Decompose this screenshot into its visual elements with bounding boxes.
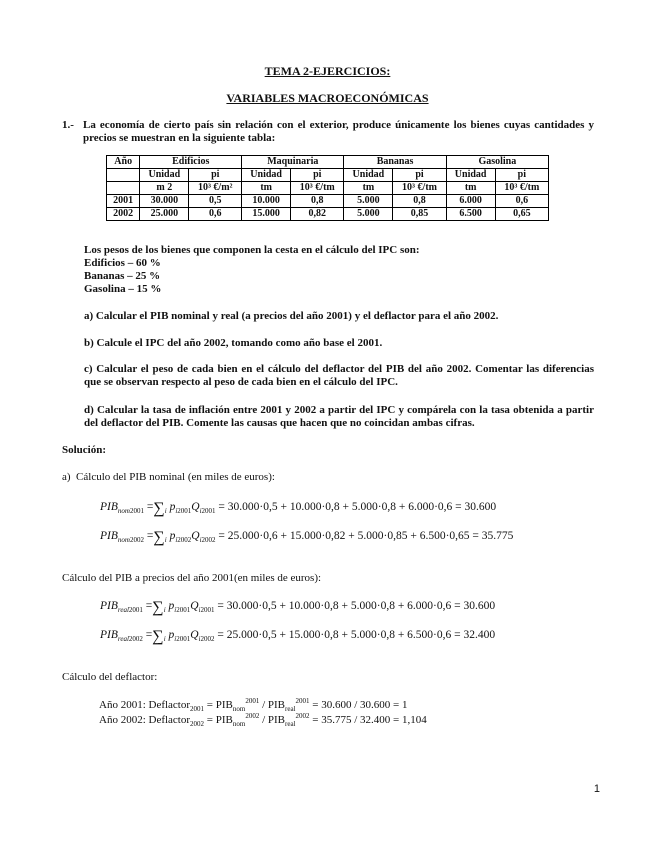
solution-a-label: a) [62,471,71,483]
table-cell: pi [189,169,242,182]
question-c: c) Calcular el peso de cada bien en el cálculo del deflactor del PIB del año 2002. Comentar las diferencias que se observan respecto al peso de cada bien en el cálculo del IPC. [84,363,594,388]
formula-rhs: = 25.000·0,6 + 15.000·0,82 + 5.000·0,85 + 6.500·0,65 = 35.775 [218,530,514,542]
title-tema: TEMA 2-EJERCICIOS: [264,64,391,78]
problem-text: La economía de cierto país sin relación con el exterior, produce únicamente los bienes cuyas cantidades y precios se muestran en la siguiente tabla: [83,119,594,144]
table-cell: 10.000 [242,195,291,208]
table-cell: pi [495,169,548,182]
table-cell: 30.000 [140,195,189,208]
table-cell: 25.000 [140,208,189,221]
formula-pib-nom-2001: $PIB_{nom2001} =\sum_i$ $p_{i2001}Q_{i2001} = 30.000\cdot 0,5 + 10.000\cdot 0,8 + 5.000\cdot 0,8 + 6.000\cdot 0,6 = 30.600$ [100,500,497,517]
problem-number: 1.- [62,119,74,131]
table-cell: Unidad [446,169,495,182]
formula-rhs: = 25.000·0,5 + 15.000·0,8 + 5.000·0,8 + 6.500·0,6 = 32.400 [217,629,496,641]
header-good: Edificios [140,156,242,169]
table-cell: 5.000 [344,195,393,208]
header-good: Gasolina [446,156,548,169]
solution-a-line [62,471,275,484]
table-cell: 0,5 [189,195,242,208]
table-cell: 0,6 [189,208,242,221]
header-good: Bananas [344,156,446,169]
table-cell: tm [446,182,495,195]
table-cell: 10³ €/tm [393,182,446,195]
deflator-result: = 30.600 / 30.600 = 1 [309,699,408,711]
table-cell: 0,82 [291,208,344,221]
table-cell: pi [393,169,446,182]
table-row [107,208,549,221]
table-cell: 10³ €/tm [495,182,548,195]
table-cell: 0,85 [393,208,446,221]
table-cell: Unidad [344,169,393,182]
deflator-result: = 35.775 / 32.400 = 1,104 [309,714,427,726]
table-cell: 0,8 [291,195,344,208]
table-row [107,156,549,169]
deflator-2002-line: Año 2002: Deflactor$_{2002}$ = $PIB_{nom}^{2002} / PIB_{real}^{2002} = 35.775 / 32.400 = 1,104$ [99,712,427,728]
table-cell: m 2 [140,182,189,195]
table-cell: tm [344,182,393,195]
table-cell: 6.500 [446,208,495,221]
question-b: b) Calcule el IPC del año 2002, tomando como año base el 2001. [84,337,383,349]
formula-rhs: = 30.000·0,5 + 10.000·0,8 + 5.000·0,8 + 6.000·0,6 = 30.600 [218,501,497,513]
title-variables: VARIABLES MACROECONÓMICAS [226,91,429,105]
formula-pib-real-2002: $PIB_{real2002} =\sum_i$ $p_{i2001}Q_{i2002} = 25.000\cdot 0,5 + 15.000\cdot 0,8 + 5.000\cdot 0,8 + 6.500\cdot 0,6 = 32.400$ [100,628,496,645]
formula-rhs: = 30.000·0,5 + 10.000·0,8 + 5.000·0,8 + 6.000·0,6 = 30.600 [217,600,496,612]
table-cell: 15.000 [242,208,291,221]
table-cell: Unidad [242,169,291,182]
question-a: a) Calcular el PIB nominal y real (a precios del año 2001) y el deflactor para el año 2002. [84,310,499,322]
table-cell: 0,65 [495,208,548,221]
table-cell: 2002 [107,208,140,221]
table-row [107,195,549,208]
question-d: d) Calcular la tasa de inflación entre 2001 y 2002 a partir del IPC y compárela con la tasa obtenida a partir del deflactor del PIB. Comente las causas que hacen que no coincidan ambas cifras. [84,404,594,429]
table-row [107,182,549,195]
table-cell: pi [291,169,344,182]
page-number: 1 [593,783,600,795]
weight-item: Bananas – 25 % [84,270,161,282]
table-cell: tm [242,182,291,195]
table-cell: 6.000 [446,195,495,208]
weight-item: Edificios – 60 % [84,257,161,269]
solution-defl-text: Cálculo del deflactor: [62,671,158,683]
table-row [107,169,549,182]
weight-item: Gasolina – 15 % [84,283,162,295]
weights-intro: Los pesos de los bienes que componen la cesta en el cálculo del IPC son: [84,244,420,256]
table-cell: 0,6 [495,195,548,208]
solution-real-text: Cálculo del PIB a precios del año 2001(en miles de euros): [62,572,322,584]
table-cell: Unidad [140,169,189,182]
table-cell: 10³ €/m² [189,182,242,195]
deflator-2001-line: Año 2001: Deflactor$_{2001}$ = $PIB_{nom}^{2001} / PIB_{real}^{2001} = 30.600 / 30.600 = 1$ [99,697,408,713]
table-cell: 5.000 [344,208,393,221]
table-cell: 10³ €/tm [291,182,344,195]
header-good: Maquinaria [242,156,344,169]
weights-block [84,244,420,296]
header-year: Año [107,156,140,169]
formula-pib-nom-2002: $PIB_{nom2002} =\sum_i$ $p_{i2002}Q_{i2002} = 25.000\cdot 0,6 + 15.000\cdot 0,82 + 5.000\cdot 0,85 + 6.500\cdot 0,65 = 35.775$ [100,529,514,546]
problem-statement [62,119,594,145]
goods-table [106,155,549,221]
formula-pib-real-2001: $PIB_{real2001} =\sum_i$ $p_{i2001}Q_{i2001} = 30.000\cdot 0,5 + 10.000\cdot 0,8 + 5.000\cdot 0,8 + 6.000\cdot 0,6 = 30.600$ [100,599,496,616]
table-cell: 0,8 [393,195,446,208]
table-cell: 2001 [107,195,140,208]
solution-heading: Solución: [62,444,107,456]
solution-a-text: Cálculo del PIB nominal (en miles de euros): [76,471,275,483]
